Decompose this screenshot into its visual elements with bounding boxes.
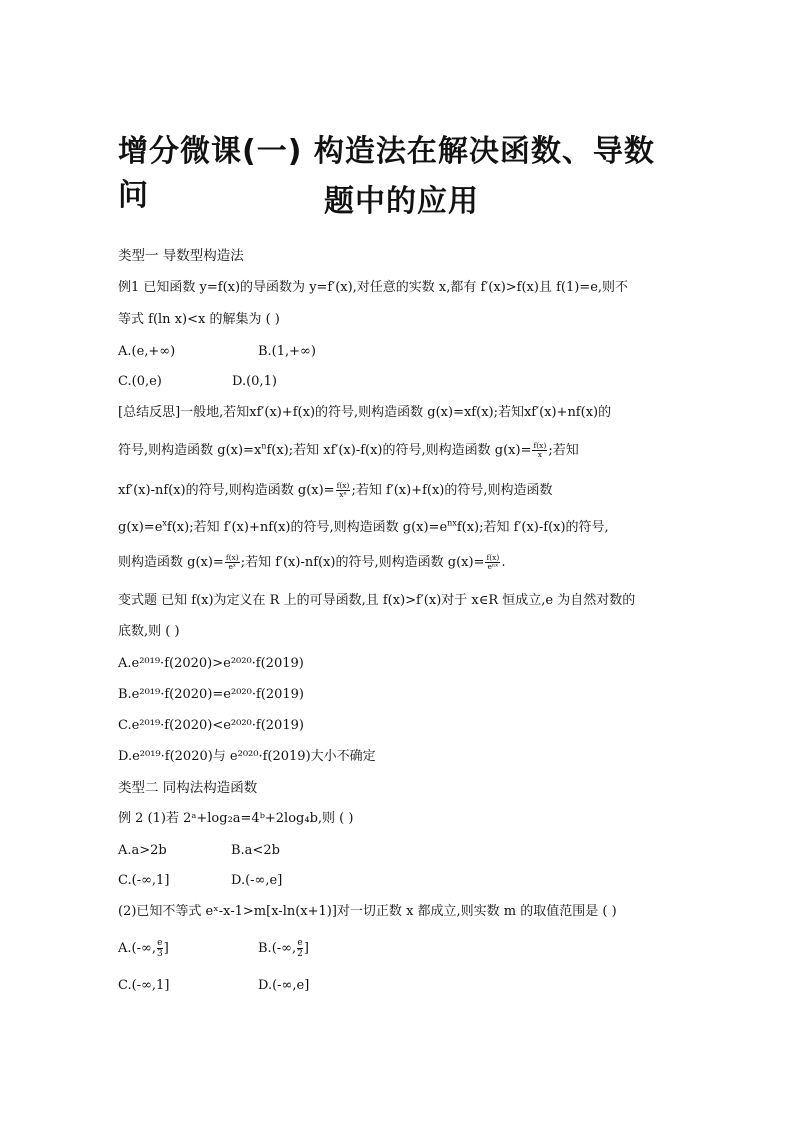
example2-part2: (2)已知不等式 eˣ-x-1>m[x-ln(x+1)]对一切正数 x 都成立,则实数 m 的取值范围是 ( ) xyxy=(118,904,617,919)
example2-part2-option-d: D.(-∞,e] xyxy=(258,978,310,993)
example1-option-d: D.(0,1) xyxy=(232,374,277,389)
example2-part2-option-c: C.(-∞,1] xyxy=(118,978,170,993)
summary-line2: 符号,则构造函数 $g(x)=x^nf(x)$;若知 xf′(x)-f(x)的符号,则构造函数 g(x)= $\frac{f(x)}{x}$ ;若知 xyxy=(118,441,579,459)
example1-line2: 等式 f(ln x)<x 的解集为 ( ) xyxy=(118,312,280,327)
page-title-line1: 增分微课(一) 构造法在解决函数、导数问 xyxy=(118,134,655,213)
example2-option-c: C.(-∞,1] xyxy=(118,873,170,888)
example2-option-d: D.(-∞,e] xyxy=(231,873,283,888)
fraction-f-over-ex: $\frac{f(x)}{\text{eˣ}}$ xyxy=(225,553,239,571)
example1-option-a: A.(e,+∞) xyxy=(118,344,176,359)
variant-line2: 底数,则 ( ) xyxy=(118,624,180,639)
example1-line1: 例1 已知函数 y=f(x)的导函数为 y=f′(x),对任意的实数 x,都有 f′(x)>f(x)且 f(1)=e,则不 xyxy=(118,280,629,295)
variant-option-d: D.e²⁰¹⁹·f(2020)与 e²⁰²⁰·f(2019)大小不确定 xyxy=(118,749,376,764)
variant-option-a: A.e²⁰¹⁹·f(2020)>e²⁰²⁰·f(2019) xyxy=(118,656,304,671)
page-title-line2: 题中的应用 xyxy=(324,184,479,219)
variant-option-b: B.e²⁰¹⁹·f(2020)=e²⁰²⁰·f(2019) xyxy=(118,687,304,702)
variant-line1: 变式题 已知 f(x)为定义在 R 上的可导函数,且 f(x)>f′(x)对于 x∈R 恒成立,e 为自然对数的 xyxy=(118,593,636,608)
summary-line5: 则构造函数 g(x)= $\frac{f(x)}{\text{eˣ}}$ ;若知 f′(x)-nf(x)的符号,则构造函数 g(x)= $\frac{f(x)}{\text{eⁿˣ}}$ . xyxy=(118,553,506,571)
example2-option-a: A.a>2b xyxy=(118,843,167,858)
type2-heading: 类型二 同构法构造函数 xyxy=(118,780,258,796)
fraction-f-over-enx: $\frac{f(x)}{\text{eⁿˣ}}$ xyxy=(486,553,500,571)
variant-option-c: C.e²⁰¹⁹·f(2020)<e²⁰²⁰·f(2019) xyxy=(118,718,304,733)
fraction-e-over-3: $\frac{e}{3}$ xyxy=(156,938,163,959)
example1-option-b: B.(1,+∞) xyxy=(258,344,316,359)
fraction-e-over-2: $\frac{e}{2}$ xyxy=(297,938,303,959)
summary-line3: xf′(x)-nf(x)的符号,则构造函数 g(x)= $\frac{f(x)}{\text{xⁿ}}$ ;若知 f′(x)+f(x)的符号,则构造函数 xyxy=(118,481,553,499)
summary-line4: $g(x)=e^xf(x)$;若知 f′(x)+nf(x)的符号,则构造函数 $g(x)=e^{nx}f(x)$;若知 f′(x)-f(x)的符号, xyxy=(118,518,609,535)
summary-line1: [总结反思]一般地,若知xf′(x)+f(x)的符号,则构造函数 g(x)=xf(x);若知xf′(x)+nf(x)的 xyxy=(118,405,612,420)
fraction-f-over-x: $\frac{f(x)}{x}$ xyxy=(533,441,547,459)
example2-part2-option-b: B.(-∞, $\frac{e}{2}$] xyxy=(258,938,309,959)
example1-option-c: C.(0,e) xyxy=(118,374,162,389)
example2-part1: 例 2 (1)若 2ᵃ+log₂a=4ᵇ+2log₄b,则 ( ) xyxy=(118,811,354,826)
example2-option-b: B.a<2b xyxy=(231,843,280,858)
fraction-f-over-xn: $\frac{f(x)}{\text{xⁿ}}$ xyxy=(336,481,350,499)
type1-heading: 类型一 导数型构造法 xyxy=(118,248,244,264)
example2-part2-option-a: A.(-∞, $\frac{e}{3}$] xyxy=(118,938,169,959)
